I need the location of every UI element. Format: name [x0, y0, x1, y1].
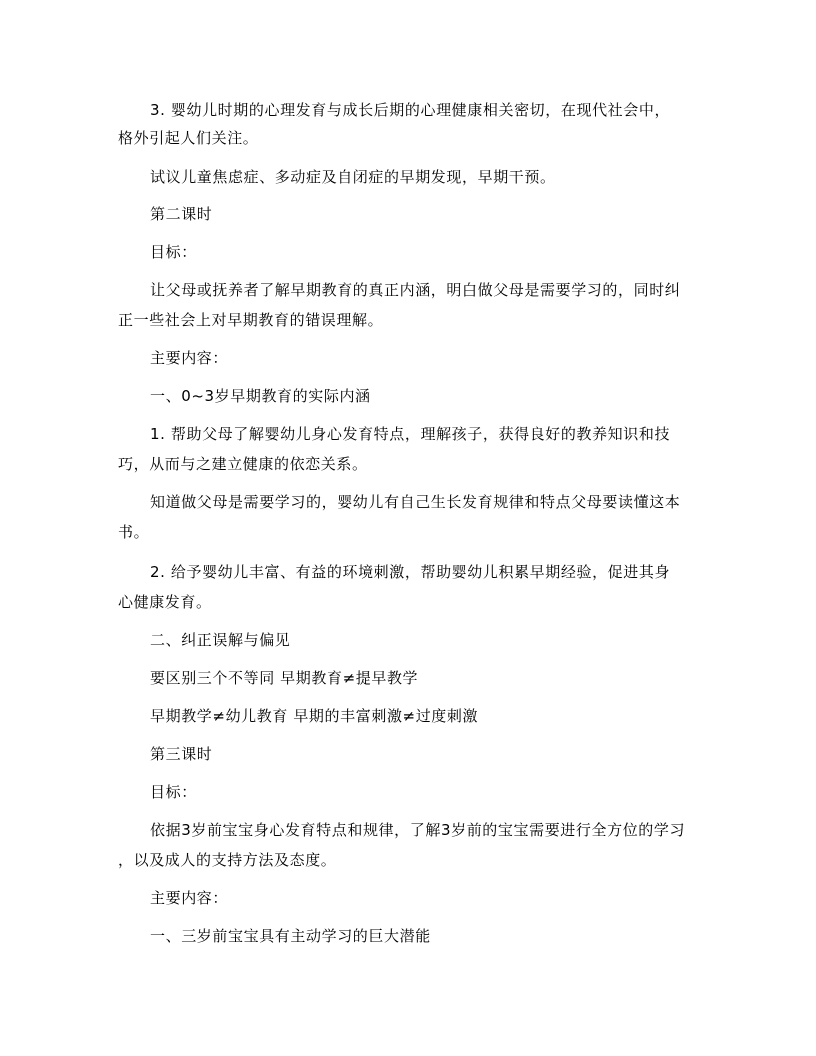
paragraph-line: 书。: [118, 523, 150, 541]
label-line: 主要内容：: [150, 889, 229, 907]
label-line: 目标：: [150, 243, 197, 261]
paragraph-line: 1. 帮助父母了解婴幼儿身心发育特点，理解孩子，获得良好的教养知识和技: [150, 425, 671, 443]
list-heading: 一、三岁前宝宝具有主动学习的巨大潜能: [150, 927, 431, 945]
paragraph-line: 巧，从而与之建立健康的依恋关系。: [118, 455, 368, 473]
paragraph-line: ，以及成人的支持方法及态度。: [118, 851, 337, 869]
paragraph-line: 心健康发育。: [118, 593, 212, 611]
section-heading: 第三课时: [150, 745, 213, 763]
paragraph-line: 依据3岁前宝宝身心发育特点和规律，了解3岁前的宝宝需要进行全方位的学习: [150, 821, 686, 839]
paragraph-line: 早期教学≠幼儿教育 早期的丰富刺激≠过度刺激: [150, 707, 479, 725]
list-heading: 二、纠正误解与偏见: [150, 631, 291, 649]
label-line: 主要内容：: [150, 349, 229, 367]
paragraph-line: 3. 婴幼儿时期的心理发育与成长后期的心理健康相关密切，在现代社会中，: [150, 101, 671, 119]
paragraph-line: 格外引起人们关注。: [118, 129, 259, 147]
label-line: 目标：: [150, 783, 197, 801]
list-heading: 一、0~3岁早期教育的实际内涵: [150, 387, 371, 405]
section-heading: 第二课时: [150, 205, 213, 223]
paragraph-line: 让父母或抚养者了解早期教育的真正内涵，明白做父母是需要学习的，同时纠: [150, 281, 681, 299]
paragraph-line: 要区别三个不等同 早期教育≠提早教学: [150, 669, 419, 687]
paragraph-line: 正一些社会上对早期教育的错误理解。: [118, 311, 384, 329]
paragraph-line: 知道做父母是需要学习的，婴幼儿有自己生长发育规律和特点父母要读懂这本: [150, 493, 681, 511]
paragraph-line: 试议儿童焦虑症、多动症及自闭症的早期发现，早期干预。: [150, 168, 556, 186]
paragraph-line: 2. 给予婴幼儿丰富、有益的环境刺激，帮助婴幼儿积累早期经验，促进其身: [150, 563, 671, 581]
